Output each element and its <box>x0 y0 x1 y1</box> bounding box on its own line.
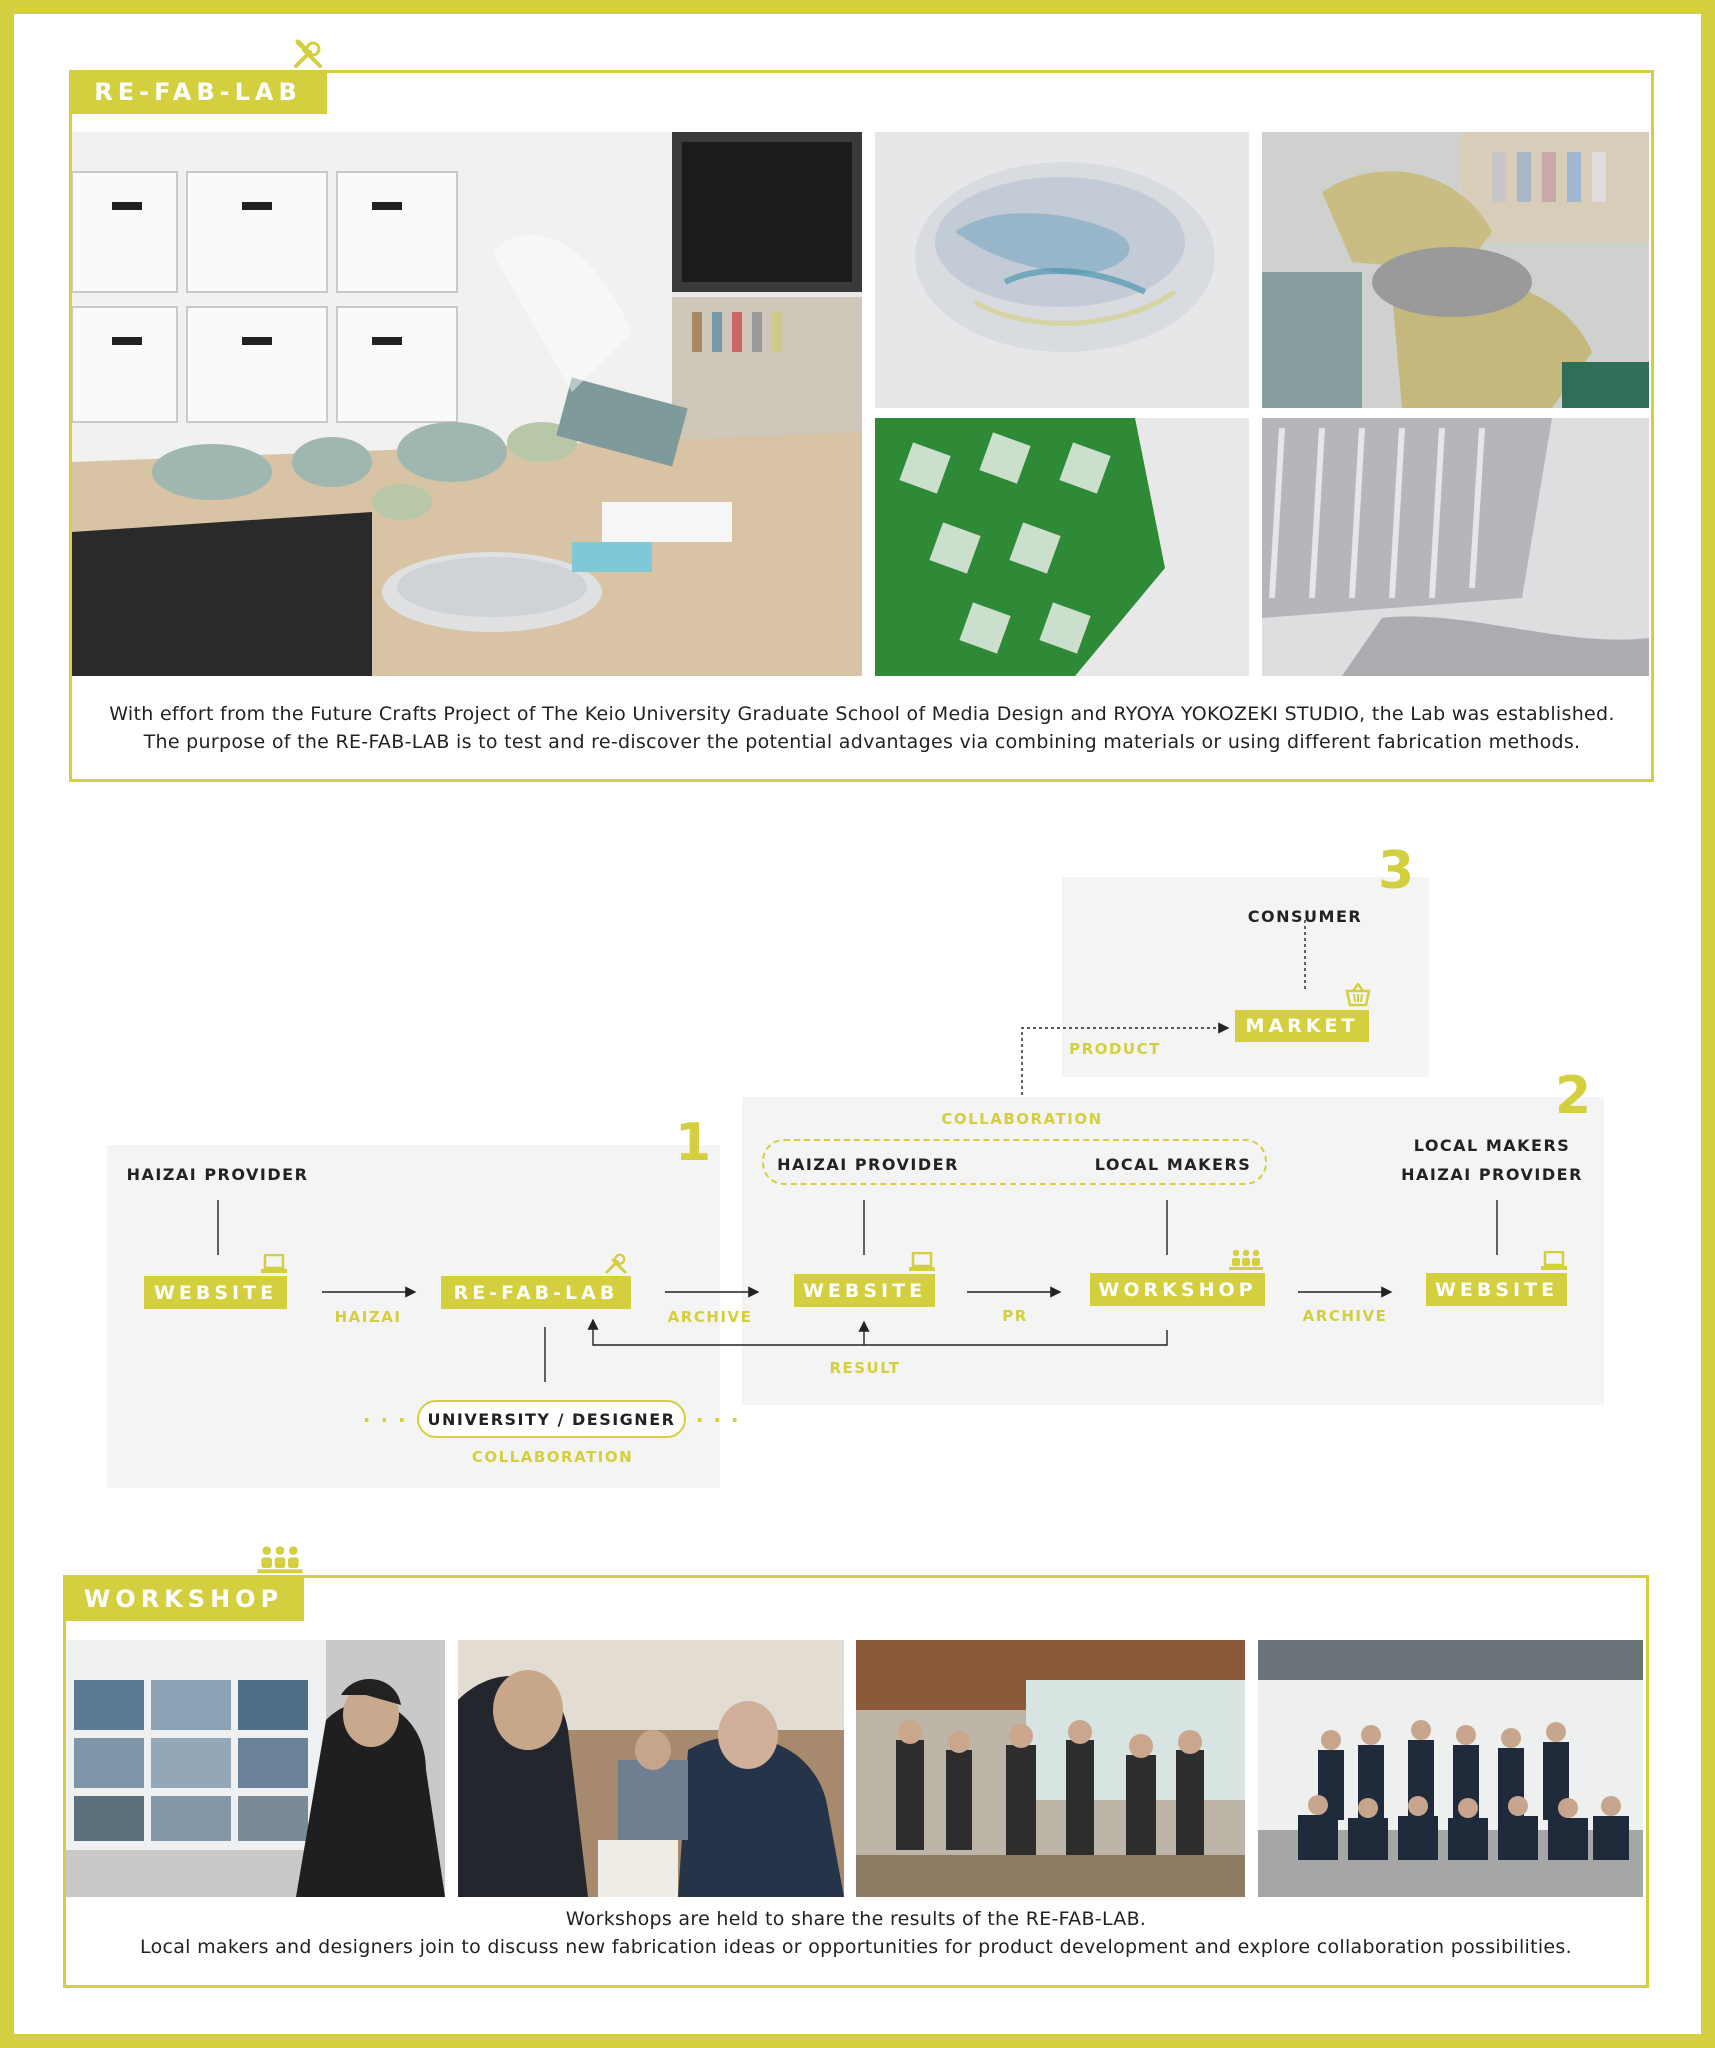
workshop-tag: WORKSHOP <box>63 1577 304 1621</box>
website-node-2[interactable]: WEBSITE <box>794 1274 935 1307</box>
consumer-label: CONSUMER <box>1247 907 1363 926</box>
workshop-presentation-photo <box>66 1640 445 1897</box>
workshop-caption <box>66 1905 1646 1961</box>
tools-icon <box>604 1251 628 1275</box>
collaboration-bottom-label: COLLABORATION <box>471 1448 634 1466</box>
refablab-caption-line1: With effort from the Future Crafts Project of The Keio University Graduate School of Media Design and RYOYA YOKOZEKI STUDIO, the Lab was established. <box>109 703 1615 725</box>
laptop-icon <box>260 1254 288 1274</box>
workshop-caption-line1: Workshops are held to share the results of the RE-FAB-LAB. <box>565 1908 1147 1930</box>
workshop-discussion-photo <box>458 1640 844 1897</box>
university-designer-label: UNIVERSITY / DESIGNER <box>427 1409 676 1429</box>
workshop-group-photo <box>1258 1640 1643 1897</box>
archive-label-1: ARCHIVE <box>667 1308 753 1326</box>
university-designer-pill <box>417 1400 686 1438</box>
stage2-number: 2 <box>1555 1066 1592 1126</box>
archive-label-2: ARCHIVE <box>1302 1307 1388 1325</box>
workshop-caption-line2: Local makers and designers join to discuss new fabrication ideas or opportunities for product development and explore collaboration possibilities. <box>140 1936 1572 1958</box>
workshop-node[interactable]: WORKSHOP <box>1090 1273 1265 1306</box>
result-label: RESULT <box>829 1359 901 1377</box>
laptop-icon <box>908 1252 936 1272</box>
pr-label: PR <box>1002 1307 1028 1325</box>
laptop-icon <box>1540 1251 1568 1271</box>
workshop-room-photo <box>856 1640 1245 1897</box>
stage1-number: 1 <box>675 1113 712 1173</box>
local-makers-label-2: LOCAL MAKERS <box>1094 1155 1252 1174</box>
haizai-provider-label-1: HAIZAI PROVIDER <box>126 1165 309 1184</box>
people-meeting-icon <box>256 1545 304 1575</box>
stage3-number: 3 <box>1378 841 1415 901</box>
refablab-tag: RE-FAB-LAB <box>69 70 327 114</box>
basket-icon <box>1344 983 1372 1007</box>
product-label: PRODUCT <box>1069 1040 1161 1058</box>
haizai-label: HAIZAI <box>334 1308 402 1326</box>
refablab-caption-line2: The purpose of the RE-FAB-LAB is to test and re-discover the potential advantages via combining materials or using different fabrication methods. <box>143 731 1581 753</box>
haizai-provider-label-3: HAIZAI PROVIDER <box>1401 1165 1583 1184</box>
website-node-1[interactable]: WEBSITE <box>144 1276 287 1309</box>
market-node: MARKET <box>1235 1010 1369 1042</box>
people-meeting-icon <box>1228 1249 1264 1271</box>
dots-right: · · · <box>695 1408 741 1432</box>
website-node-3[interactable]: WEBSITE <box>1426 1273 1567 1306</box>
local-makers-label-3: LOCAL MAKERS <box>1413 1136 1571 1155</box>
dots-left: · · · <box>362 1408 408 1432</box>
collaboration-top-label: COLLABORATION <box>941 1110 1103 1128</box>
haizai-provider-label-2: HAIZAI PROVIDER <box>777 1155 959 1174</box>
refablab-node[interactable]: RE-FAB-LAB <box>441 1276 631 1309</box>
